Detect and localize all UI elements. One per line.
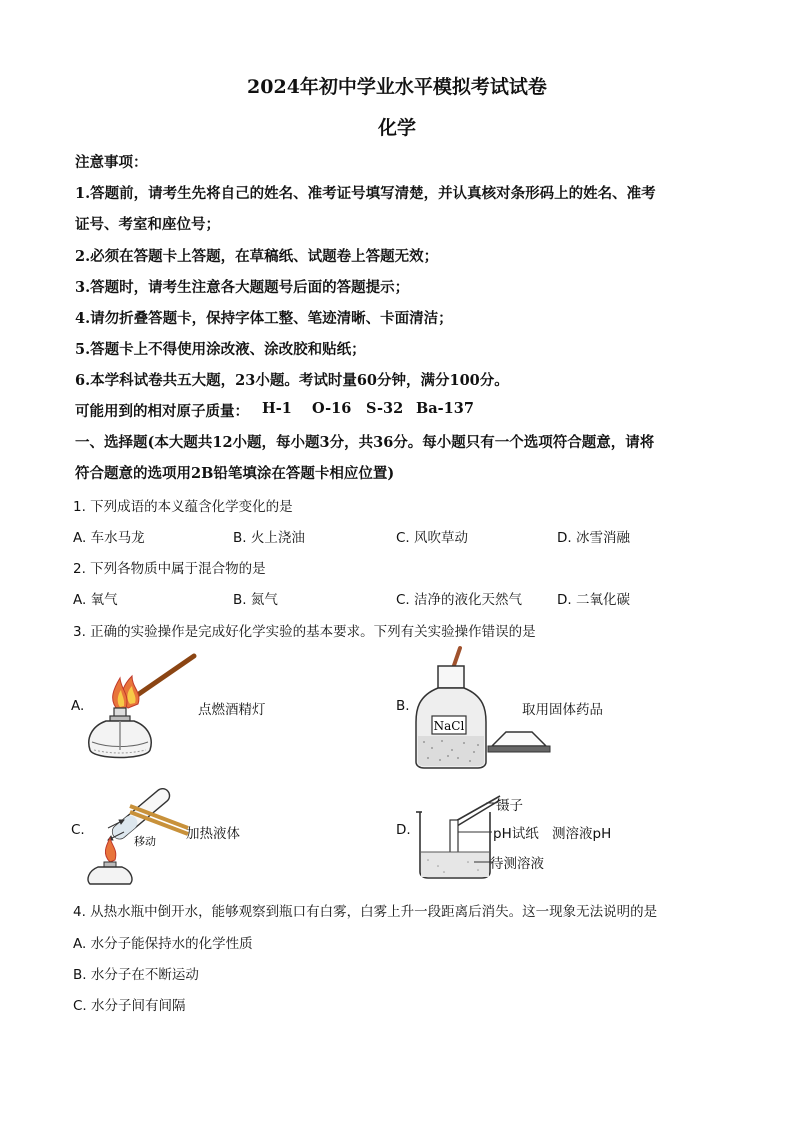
q3-c-letter: C. — [71, 822, 85, 838]
notice-item-4: 4.请勿折叠答题卡，保持字体工整、笔迹清晰、卡面清洁； — [75, 310, 453, 327]
lighting-alcohol-lamp-illustration — [88, 650, 208, 770]
q4-stem: 4. 从热水瓶中倒开水，能够观察到瓶口有白雾，白雾上升一段距离后消失。这一现象无法说明的是 — [73, 904, 658, 920]
q1-stem: 1. 下列成语的本义蕴含化学变化的是 — [73, 499, 293, 515]
section1-line1: 一、选择题(本大题共12小题，每小题3分，共36分。每小题只有一个选项符合题意，请将 — [75, 434, 655, 451]
atomic-mass-ba: Ba-137 — [416, 400, 474, 417]
q2-option-c: C. 洁净的液化天然气 — [396, 592, 523, 608]
q3-b-caption: 取用固体药品 — [522, 702, 603, 718]
q3-b-letter: B. — [396, 698, 410, 714]
atomic-mass-label: 可能用到的相对原子质量： — [75, 403, 249, 420]
q3-d-caption: 测溶液pH — [552, 826, 612, 842]
q2-option-b: B. 氮气 — [233, 592, 278, 608]
heating-liquid-illustration — [88, 776, 198, 886]
notice-item-3: 3.答题时，请考生注意各大题题号后面的答题提示； — [75, 279, 410, 296]
move-label: 移动 — [134, 835, 156, 848]
notice-heading: 注意事项： — [75, 154, 148, 171]
atomic-mass-o: O-16 — [312, 400, 352, 417]
q1-option-d: D. 冰雪消融 — [557, 530, 630, 546]
q2-stem: 2. 下列各物质中属于混合物的是 — [73, 561, 266, 577]
subject-title: 化学 — [377, 117, 416, 139]
q3-c-caption: 加热液体 — [186, 826, 240, 842]
q3-a-letter: A. — [71, 698, 85, 714]
q4-option-a: A. 水分子能保持水的化学性质 — [73, 936, 253, 952]
q3-stem: 3. 正确的实验操作是完成好化学实验的基本要求。下列有关实验操作错误的是 — [73, 624, 536, 640]
notice-item-1b: 证号、考室和座位号； — [75, 216, 220, 233]
q4-option-b: B. 水分子在不断运动 — [73, 967, 199, 983]
q1-option-c: C. 风吹草动 — [396, 530, 469, 546]
q3-a-caption: 点燃酒精灯 — [198, 702, 266, 718]
atomic-mass-h: H-1 — [262, 400, 292, 417]
exam-title: 2024年初中学业水平模拟考试试卷 — [247, 76, 547, 98]
q4-option-c: C. 水分子间有间隔 — [73, 998, 186, 1014]
q2-option-a: A. 氧气 — [73, 592, 118, 608]
section1-line2: 符合题意的选项用2B铅笔填涂在答题卡相应位置) — [75, 465, 395, 482]
notice-item-1a: 1.答题前，请考生先将自己的姓名、准考证号填写清楚，并认真核对条形码上的姓名、准考 — [75, 185, 656, 202]
bottle-label-text: NaCl — [433, 719, 465, 733]
notice-item-6: 6.本学科试卷共五大题，23小题。考试时量60分钟，满分100分。 — [75, 372, 509, 389]
ph-paper-label: pH试纸 — [493, 826, 539, 842]
tweezers-label: 镊子 — [496, 798, 523, 814]
q1-option-a: A. 车水马龙 — [73, 530, 145, 546]
q2-option-d: D. 二氧化碳 — [557, 592, 630, 608]
test-solution-label: 待测溶液 — [490, 856, 544, 872]
notice-item-5: 5.答题卡上不得使用涂改液、涂改胶和贴纸； — [75, 341, 366, 358]
notice-item-2: 2.必须在答题卡上答题，在草稿纸、试题卷上答题无效； — [75, 248, 439, 265]
atomic-mass-s: S-32 — [366, 400, 404, 417]
q3-d-letter: D. — [396, 822, 411, 838]
q1-option-b: B. 火上浇油 — [233, 530, 305, 546]
